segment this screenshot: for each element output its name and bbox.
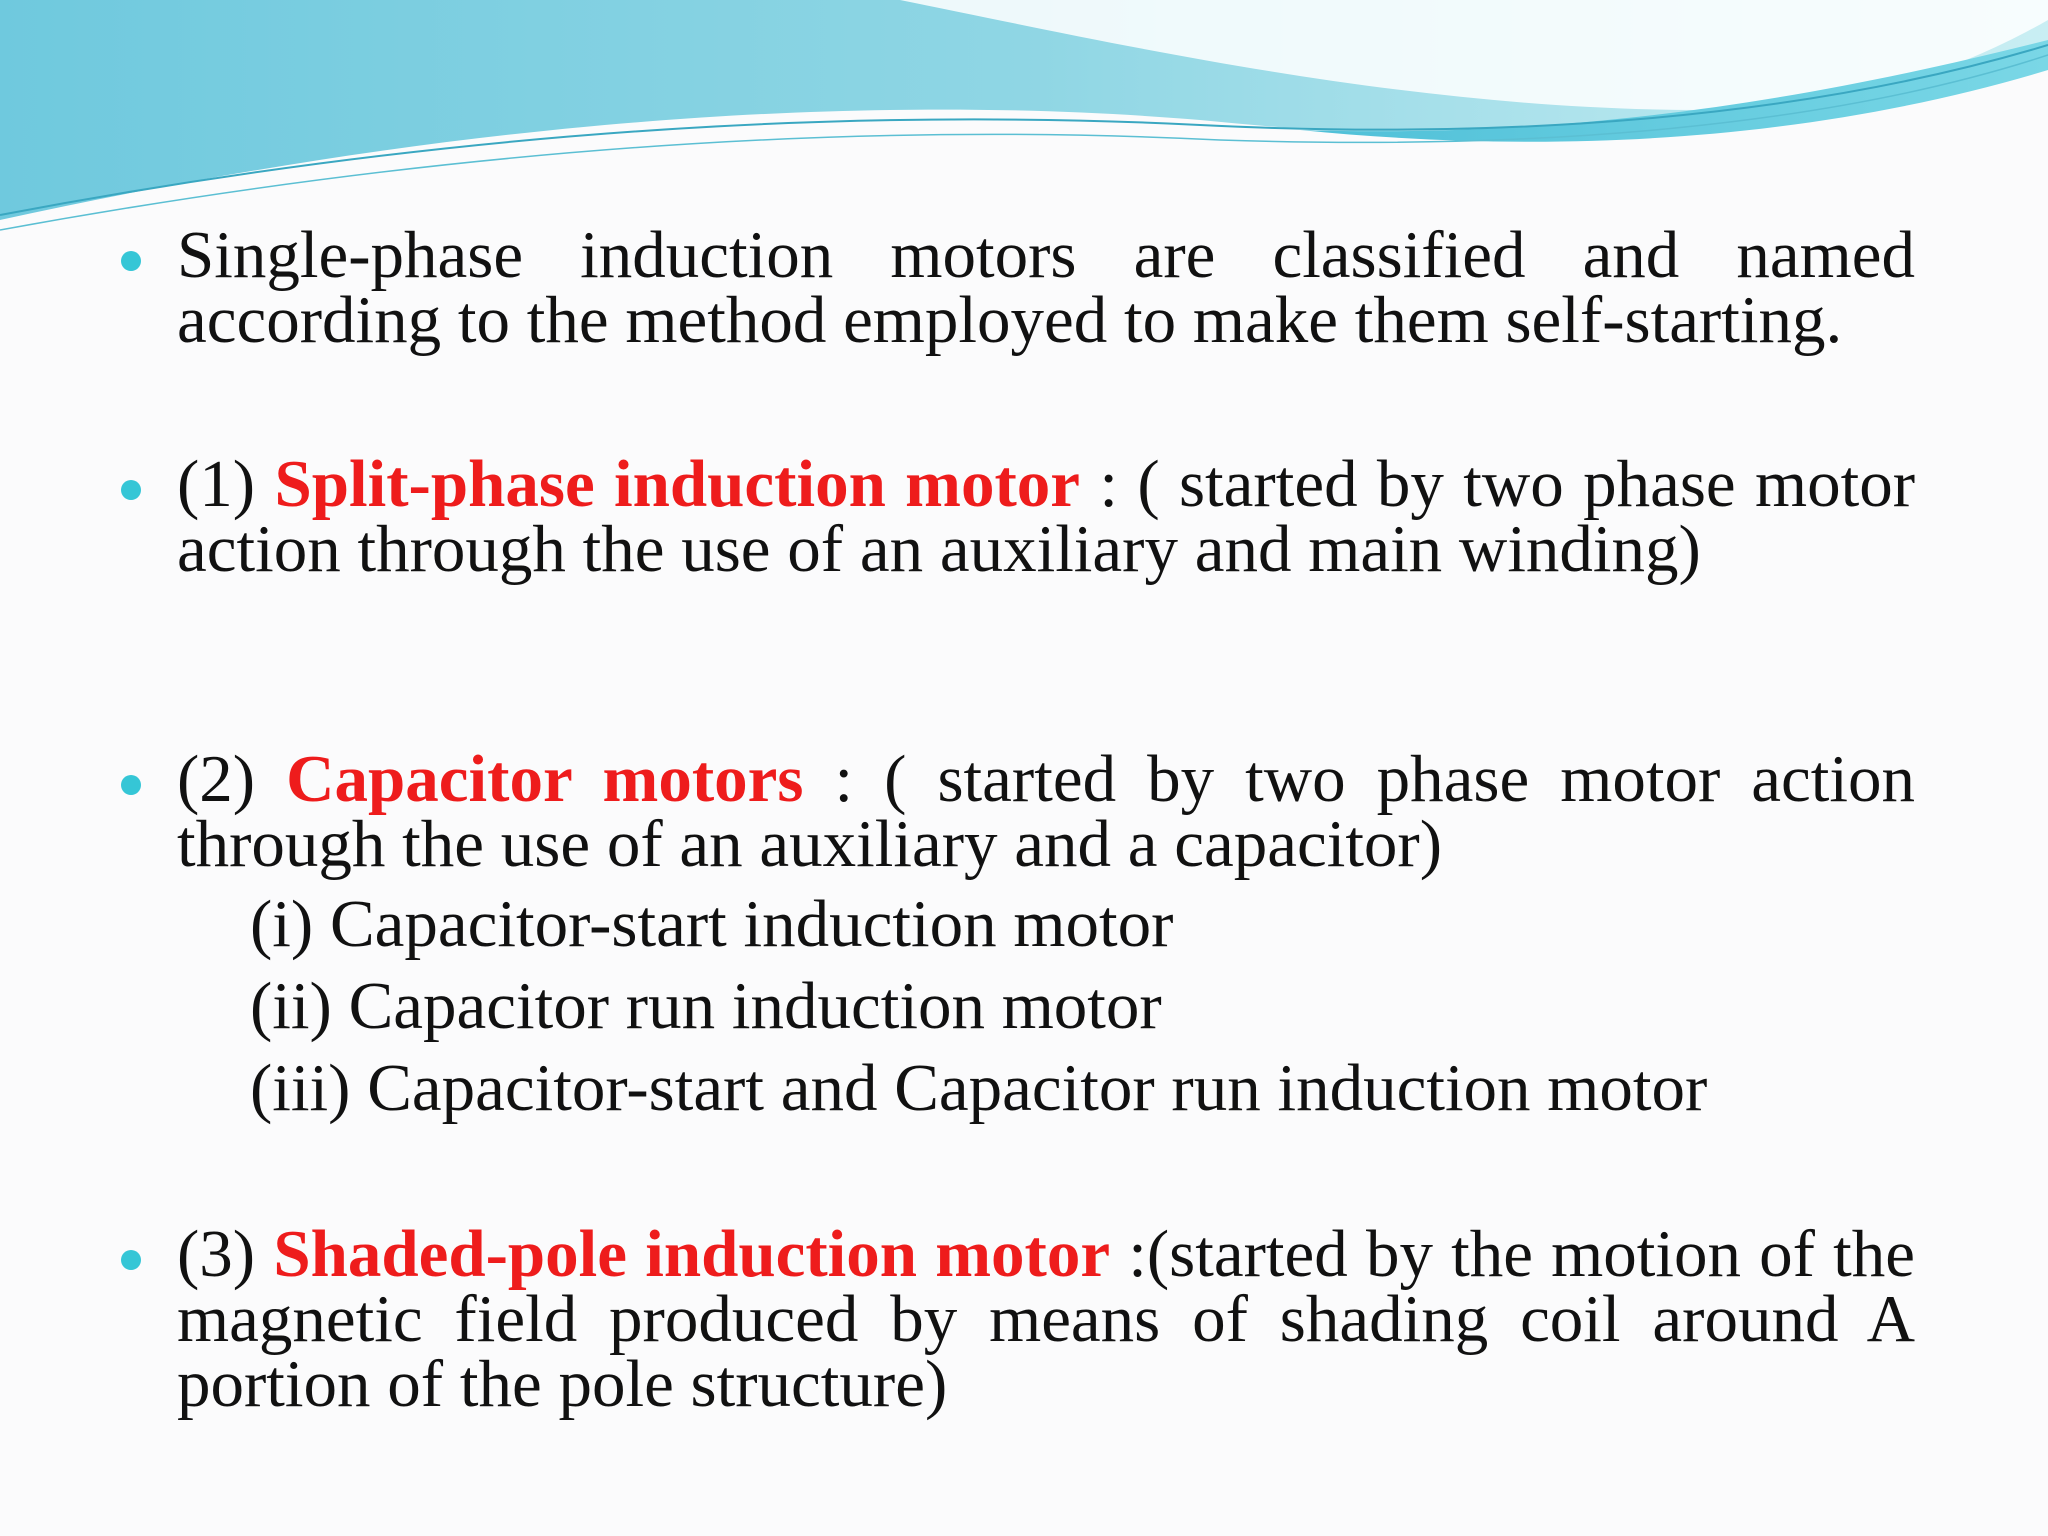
bullet-item-shaded-pole bbox=[177, 1217, 1916, 1421]
capacitor-subtypes-list bbox=[250, 883, 1707, 1129]
item-title-highlight: Split-phase induction motor bbox=[274, 447, 1081, 521]
item-description: : ( started by two phase motor action through the use of an auxiliary and a capacitor) bbox=[177, 742, 1916, 881]
intro-text: Single-phase induction motors are classified and named according to the method employed to make them self-starting. bbox=[177, 218, 1915, 357]
item-number: (3) bbox=[177, 1217, 274, 1291]
bullet-icon bbox=[121, 251, 141, 271]
subtype-item: (ii) Capacitor run induction motor bbox=[250, 969, 1162, 1043]
item-description: :(started by the motion of the magnetic field produced by means of shading coil around A portion of the pole structure) bbox=[177, 1217, 1916, 1421]
bullet-icon bbox=[121, 1250, 141, 1270]
item-description: : ( started by two phase motor action through the use of an auxiliary and main winding) bbox=[177, 447, 1916, 586]
bullet-item-split-phase bbox=[177, 447, 1916, 586]
item-title-highlight: Capacitor motors bbox=[286, 742, 804, 816]
bullet-icon bbox=[121, 480, 141, 500]
bullet-item-capacitor bbox=[177, 742, 1916, 881]
bullet-item-intro bbox=[177, 218, 1915, 357]
item-number: (2) bbox=[177, 742, 287, 816]
item-number: (1) bbox=[177, 447, 275, 521]
bullet-icon bbox=[121, 775, 141, 795]
subtype-item: (iii) Capacitor-start and Capacitor run induction motor bbox=[250, 1051, 1708, 1125]
item-title-highlight: Shaded-pole induction motor bbox=[273, 1217, 1111, 1291]
subtype-item: (i) Capacitor-start induction motor bbox=[250, 887, 1174, 961]
